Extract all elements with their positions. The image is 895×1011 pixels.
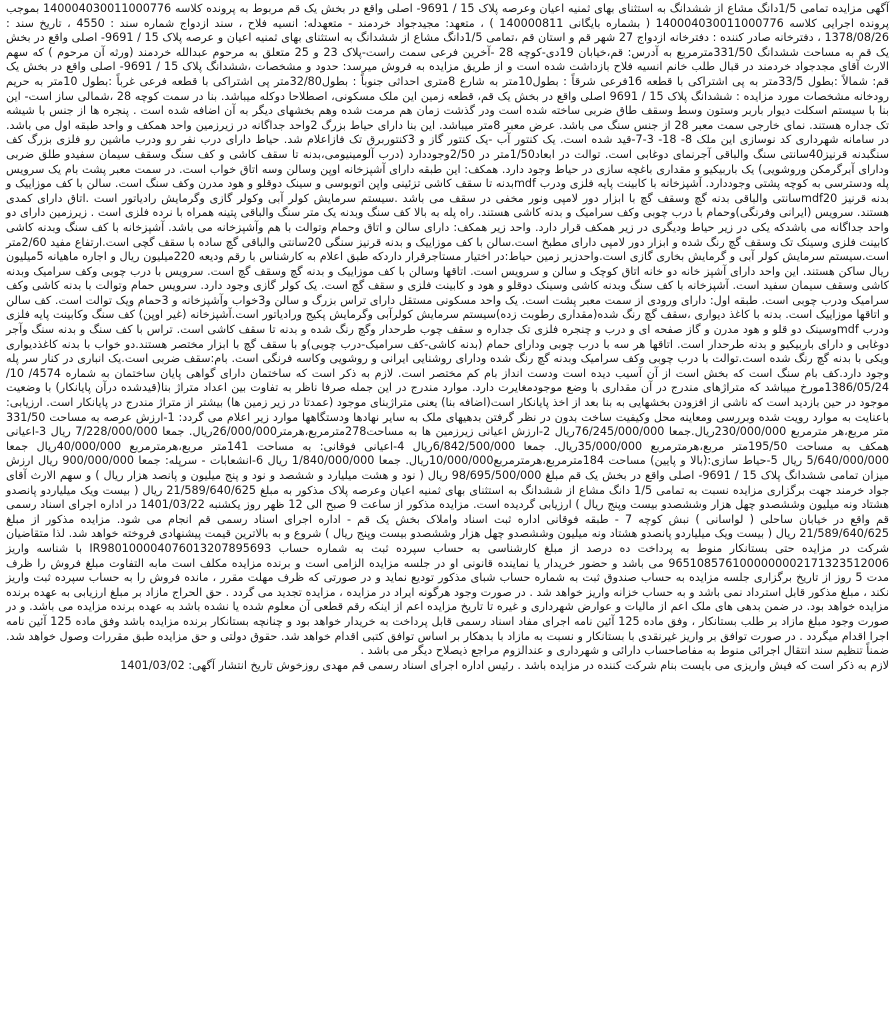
notice-footer-paragraph: لازم به ذکر است که فیش واریزی می بایست بنام شرکت کننده در مزایده باشد . رئیس اداره اجرای اسناد رسمی قم مهدی روزخوش تاریخ انتشار آگهی: 1401/03/02 — [120, 658, 889, 672]
auction-notice-text — [6, 2, 889, 673]
notice-body-paragraph: آگهی مزایده تمامی 1/5دانگ مشاع از ششدانگ به استثنای بهای ثمنیه اعیان وعرصه پلاک 15 / 9691- اصلی واقع در بخش یک قم مربوط به پرونده کلاسه 140004030011000776 بموجب پرونده اجرایی کلاسه 140004030011000776 ( بشماره بایگانی 140000811 ) ، متعهد: مجیدجواد خردمند - متعهدله: انسیه فلاح ، سند ازدواج شماره سند : 4550 ، تاریخ سند : 1378/08/26 ، دفترخانه صادر کننده : دفترخانه ازدواج 27 شهر قم و استان قم ،تمامی 1/5دانگ مشاع از ششدانگ به استثنای بهای ثمنیه اعیان و عرصه پلاک 15 / 9691- اصلی واقع در بخش یک قم به مساحت ششدانگ 331/50مترمربع به آدرس: قم،خیابان 19دی-کوچه 28 -آخرین فرعی سمت راست-پلاک 23 و 25 متعلق به مرحوم عبدالله خردمند (ورثه آن مرحوم ) که سهم الارث آقای مجدجواد خردمند در قبال طلب خانم انسیه فلاح بازداشت شده است و از طریق مزایده به فروش میرسد: حدود و مشخصات ،ششدانگ پلاک 15 / 9691- اصلی واقع در بخش یک قم: شمالاً :بطول 33/5متر به پی اشتراکی با قطعه 16فرعی شرقاً : بطول10متر به شارع 8متری احداثی جنوباً : بطول32/80متر پی اشتراکی با قطعه فرعی غرباً :بطول 10متر به حریم رودخانه مشخصات مورد مزایده : ششدانگ پلاک 15 / 9691 اصلی واقع در بخش یک قم، قطعه زمین این ملک مسکونی، اصطلاحا دوکله میباشد. بنا در سمت کوچه 28 ،شمالی ساز است- این بنا با سیستم اسکلت دیوار باربر وستون وسط وسقف طاق ضربی ساخته شده است ودر گذشت زمان هم مرمت شده وهم بخشهای دیگر به آن اضافه شده است . پنجره ها از جنس با شیشه تک جداره هستند. نمای خارجی سمت معبر 28 از جنس سنگ می باشد. عرض معبر 8متر میباشد. این بنا دارای حیاط بزرگ 2واحد جداگانه در زیرزمین واحد همکف و واحد طبقه اول می باشد. در سامانه شهرداری کد نوسازی این ملک 8- 18- 3-7-قید شده است. یک کنتور آب -یک کنتور گاز و 3کنتوربرق تک فازاعلام شد. حیاط دارای درب نفر رو ودرب ماشین رو فلزی بزرگ کف سنگبدنه قرنیز40سانتی سنگ والباقی آجرنمای دوغابی است. توالت در ابعاد1/50متر در 2/50وجوددارد (درب آلومینیومی،بدنه تا سقف کاشی و کف سنگ وسقف سیمان سفیدو طلق ضربی ودارای آبرگرمکن وروشویی) یک باربیکیو و مقداری باغچه سازی در حیاط وجود دارد. همکف: این طبقه دارای آشپزخانه اوپن وسالن وسه اتاق خواب است. در سمت معبر پشت بام یک سرویس پله ودسترسی به کوچه پشتی وجوددارد. آشپزخانه با کابینت پایه فلزی ودرب mdfبدنه تا سقف کاشی تزئینی واپن اتوبوسی و سینک دوقلو و هود مدرن وکف سنگ است. سالن با کف موزاییک و بدنه قرنیز mdf20سانتی والباقی بدنه گچ وسقف گچ با ابزار دور لامپی ونور مخفی در سقف می باشد .سیستم سرمایش کولر آبی وکولر گازی وگرمایش رادیاتور است .اتاق دارای کمدی هستند. سرویس (ایرانی وفرنگی)وحمام با درب چوبی وکف سرامیک و بدنه کاشی هستند. راه پله به بالا کف سنگ وبدنه یک متر سنگ والباقی پتینه همراه با نرده فلزی است . زیرزمین دارای دو واحد جداگانه می باشدکه یکی در زیر حیاط ودیگری در زیر همکف قرار دارد. واحد زیر همکف: دارای سالن و اتاق وحمام وتوالت با هم وآشپزخانه می باشد. آشپزخانه با کف سنگ وبدنه کاشی کابینت فلزی وسینک تک وسقف گچ رنگ شده و ابزار دور لامپی دارای مطبخ است.سالن با کف موزاییک و بدنه قرنیز سنگی 20سانتی والباقی گچ ساده با سقف گچی است.ارتفاع مفید 2/60متر است.سیستم سرمایش کولر آبی و گرمایش بخاری گازی است.واحدزیر زمین حیاط:در اختیار مستاجرقرار داردکه طبق اعلام به کارشناس با رقم ودیعه 220میلیون ریال و اجاره ماهیانه 5میلیون ریال ساکن هستند. این واحد دارای آشپز خانه دو خانه اتاق کوچک و سالن و سرویس است. اتاقها وسالن با کف موزاییک و بدنه گچ وسقف گچ است. سرویس با درب چوبی وکف سرامیک وبدنه کاشی وسقف سیمان سفید است. آشپزخانه با کف سنگ وبدنه کاشی وسینک دوقلو و هود و کابینت فلزی و سقف گچ است. یک کولر گازی وجود دارد. سرویس حمام وتوالت با بدنه کاشی وکف سرامیک ودرب چوبی است. طبقه اول: دارای ورودی از سمت معبر پشت است. یک واحد مسکونی مستقل دارای تراس بزرگ و سالن و3خواب وآشپزخانه و 3حمام ویک توالت است. کف سالن و اتاقها موزاییک است. بدنه با کاغذ دیواری ،سقف گچ رنگ شده(مقداری رطوبت زده)سیستم سرمایش کولرآبی وگرمایش پکیج ورادیاتور است.آشپزخانه (غیر اوپن) کف سنگ وکابینت پایه فلزی ودرب mdfوسینک دو قلو و هود مدرن و گاز صفحه ای و درب و چنجره فلزی تک جداره و سقف چوب طرحدار وگچ رنگ شده و بدنه تا سقف کاشی است. تراس با کف سنگ و بدنه سنگ وآجر دوغابی و دارای باربیکیو و بدنه طرحدار است. اتاقها هر سه با درب چوبی ودارای حمام (بدنه کاشی-کف سرامیک-درب چوبی)و با سقف گچ با ابزار مختصر هستند.دو خواب با بدنه کاغذدیواری ویکی با بدنه گچ رنگ شده است.توالت با درب چوبی وکف سرامیک وبدنه گچ رنگ شده ودارای روشنایی ایرانی و روشویی وکاسه فرنگی است. بام:سقف ضربی است.یک انباری در کنار سر پله وجود دارد.کف بام سنگ است که بخش است از آن آسیب دیده است ودست انداز بام کم مختصر است. لازم به ذکر است که ساختمان دارای گواهی پایان ساختمان به شماره 4574/ 10/ 1386/05/24مورخ میباشد که متراژهای مندرج در آن مقداری با وضع موجودمغایرت دارد. موارد مندرج در این جمله صرفا ناظر به تفاوت بین اعداد متراژ بنا(قیدشده درآن پایانکار) با وضعیت موجود در حین بازدید است که ناشی از افزودن بخشهایی به بنا بعد از اخذ پایانکار است(اضافه بنا) یعنی متراژبنای موجود (عمدتا در زیر زمین ها) بیشتر از متراژ مندرج در پایانکار است. ارزیابی: باعنایت به موارد رویت شده وبررسی ومعاینه محل وکیفیت ساخت بدون در نظر گرفتن بدهیهای ملک به سایر نهادها ودستگاهها موارد زیر اعلام می گردد: 1-ارزش عرصه به مساحت 331/50 متر مربع،هر مترمربع 230/000/000ریال.جمعا 76/245/000/000ریال 2-ارزش اعیانی زیرزمین ها به مساحت278مترمربع،هرمتر26/000/000ریال. جمعا 7/228/000/000 ریال 3-اعیانی همکف به مساحت 195/50متر مربع،هرمترمربع 35/000/000ریال. جمعا 6/842/500/000ریال 4-اعیانی فوقانی: به مساحت 141متر مربع،هرمترمربع 40/000/000ریال جمعا 5/640/000/000 ریال 5-حیاط سازی:(بالا و پایین) مساحت 184مترمربع،هرمترمربع10/000/000ریال. جمعا 1/840/000/000 ریال 6-انشعابات - سرپله: جمعا 900/000/000 ریال ارزش میزان تمامی ششدانگ پلاک 15 / 9691- اصلی واقع در بخش یک قم مبلغ 98/695/500/000 ریال ( نود و هشت میلیارد و ششصد و نود و پنج میلیون و پانصد هزار ریال ) و سهم الارث آقای جواد خرمند جهت برگزاری مزایده نسبت به تمامی 1/5 دانگ مشاع از ششدانگ به استثنای بهای ثمنیه اعیان وعرصه پلاک مذکور به مبلغ 21/589/640/625 ریال ( بیست ویک میلیاردو پانصدو هشتاد ونه میلیون وششصدو چهل هزار وششصدو بیست وپنج ریال ) ارزیابی گردیده است. مزایده مذکور از ساعت 9 صبح الی 12 ظهر روز یکشنبه 1401/03/22 در اداره اجرای اسناد رسمی قم واقع در خیابان ساحلی ( لواسانی ) نبش کوچه 7 - طبقه فوقانی اداره ثبت اسناد واملاک بخش یک قم - اداره اجرای اسناد رسمی قم انجام می شود. مزایده مذکور از مبلغ 21/589/640/625 ریال ( بیست ویک میلیاردو پانصدو هشتاد ونه میلیون وششصدو چهل هزار وششصدو بیست وپنج ریال ) شروع و به بالاترین قیمت پیشنهادی فروخته خواهد شد. لذا متقاضیان شرکت در مزایده حتی بستانکار منوط به پرداخت ده درصد از مبلغ کارشناسی به حساب سپرده ثبت به شماره حساب IR980100004076013207895693 با شناسه واریز 9651085761000000002171323512006 می باشد و حضور خریدار یا نماینده قانونی او در جلسه مزایده الزامی است و برنده مزایده مکلف است مابه التفاوت مبلغ فروش را ظرف مدت 5 روز از تاریخ برگزاری جلسه مزایده به حساب صندوق ثبت به شماره حساب شبای مذکور تودیع نماید و در صورتی که ظرف مهلت مقرر ، مانده فروش را به حساب سپرده ثبت واریز نکند ، مبلغ مذکور قابل استرداد نمی باشد و به حساب خزانه واریز خواهد شد . در صورت وجود هرگونه ایراد در مزایده ، مزایده تجدید می گردد . حق الحراج مازاد بر مبلغ ارزیابی به عهده برنده مزایده خواهد بود. در ضمن بدهی های ملک اعم از مالیات و عوارض شهرداری و غیره تا تاریخ مزایده اعم از اینکه رقم قطعی آن معلوم شده یا نشده باشد به عهده برنده مزایده می باشد. و در صورت وجود مبلغ مازاد بر طلب بستانکار ، وفق ماده 125 آئین نامه اجرای مفاد اسناد رسمی قابل پرداخت به خریدار خواهد بود و چنانچه بستانکار برنده مزایده باشد وفق ماده 125 آئین نامه اجرا اقدام میگردد . در صورت توافق بر واریز غیرنقدی با بستانکار و نسبت به مازاد با بدهکار بر اساس توافق کتبی اقدام خواهد شد. حقوق دولتی و حق مزایده طبق مقررات وصول خواهد شد. ضمناً تنظیم سند انتقال اجرائی منوط به مفاصاحساب دارائی و شهرداری و عندالزوم مراجع ذیصلاح دیگر می باشد . — [6, 2, 890, 658]
